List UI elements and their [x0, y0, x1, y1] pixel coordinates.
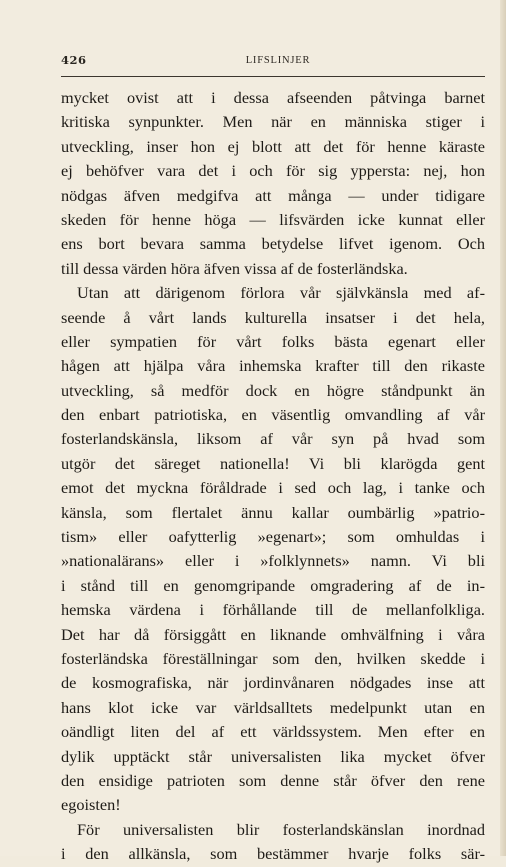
- text-line: kritiska synpunkter. Men när en människa stiger i: [61, 112, 485, 132]
- text-line: dylik upptäckt står universalisten lika mycket öfver: [61, 746, 485, 766]
- text-line: utveckling, inser hon ej blott att det för henne käraste: [61, 136, 485, 156]
- page-number: 426: [61, 53, 87, 67]
- text-line: den enbart patriotiska, en väsentlig omvandling af vår: [61, 405, 485, 425]
- text-line: För universalisten blir fosterlandskänslan inordnad: [77, 819, 485, 839]
- text-line: skeden för henne höga — lifsvärden icke kunnat eller: [61, 209, 485, 229]
- text-line: hans klot icke var världsalltets medelpunkt utan en: [61, 697, 485, 717]
- text-line: ej behöfver vara det i och för sig yppersta: nej, hon: [61, 161, 485, 181]
- text-line: till dessa värden höra äfven vissa af de fosterländska.: [61, 258, 408, 278]
- text-line: utgör det säreget nationella! Vi bli klarögda gent: [61, 453, 485, 473]
- text-line: »nationalärans» eller i »folklynnets» namn. Vi bli: [61, 551, 485, 571]
- text-line: eller sympatien för vårt folks bästa egenart eller: [61, 331, 485, 351]
- page-header: [0, 53, 506, 73]
- text-line: i den allkänsla, som bestämmer hvarje folks sär-: [61, 844, 485, 864]
- text-line: fosterlandskänsla, liksom af vår syn på hvad som: [61, 429, 485, 449]
- text-line: Det har då försiggått en liknande omhvälfning i våra: [61, 624, 485, 644]
- text-line: i stånd till en genomgripande omgradering af de in-: [61, 575, 485, 595]
- text-line: fosterländska föreställningar som den, hvilken skedde i: [61, 648, 485, 668]
- text-line: egoisten!: [61, 795, 121, 815]
- text-line: ens bort bevara samma betydelse lifvet igenom. Och: [61, 234, 485, 254]
- text-line: seende å vårt lands kulturella insatser i det hela,: [61, 307, 485, 327]
- text-line: de kosmografiska, när jordinvånaren nödgades inse att: [61, 673, 485, 693]
- text-line: emot det myckna föråldrade i sed och lag, i tanke och: [61, 478, 485, 498]
- page-edge-shadow: [500, 0, 506, 856]
- text-line: nödgas äfven medgifva att många — under tidigare: [61, 185, 485, 205]
- text-line: tism» eller oafytterlig »egenart»; som omhuldas i: [61, 527, 485, 547]
- text-line: utveckling, så medför dock en högre ståndpunkt än: [61, 380, 485, 400]
- text-line: mycket ovist att i dessa afseenden påtvinga barnet: [61, 88, 485, 107]
- text-line: känsla, som flertalet ännu kallar oumbärlig »patrio-: [61, 502, 485, 522]
- text-line: Utan att därigenom förlora vår självkänsla med af-: [77, 283, 485, 303]
- header-rule: [61, 76, 485, 77]
- text-line: oändligt liten del af ett världssystem. Men efter en: [61, 722, 485, 742]
- body-text: [61, 86, 485, 867]
- text-line: den ensidige patrioten som denne står öfver den rene: [61, 770, 485, 790]
- text-line: hågen att hjälpa våra inhemska krafter till den rikaste: [61, 356, 485, 376]
- running-title: LIFSLINJER: [245, 55, 311, 66]
- text-line: hemska värdena i förhållande till de mellanfolkliga.: [61, 600, 485, 620]
